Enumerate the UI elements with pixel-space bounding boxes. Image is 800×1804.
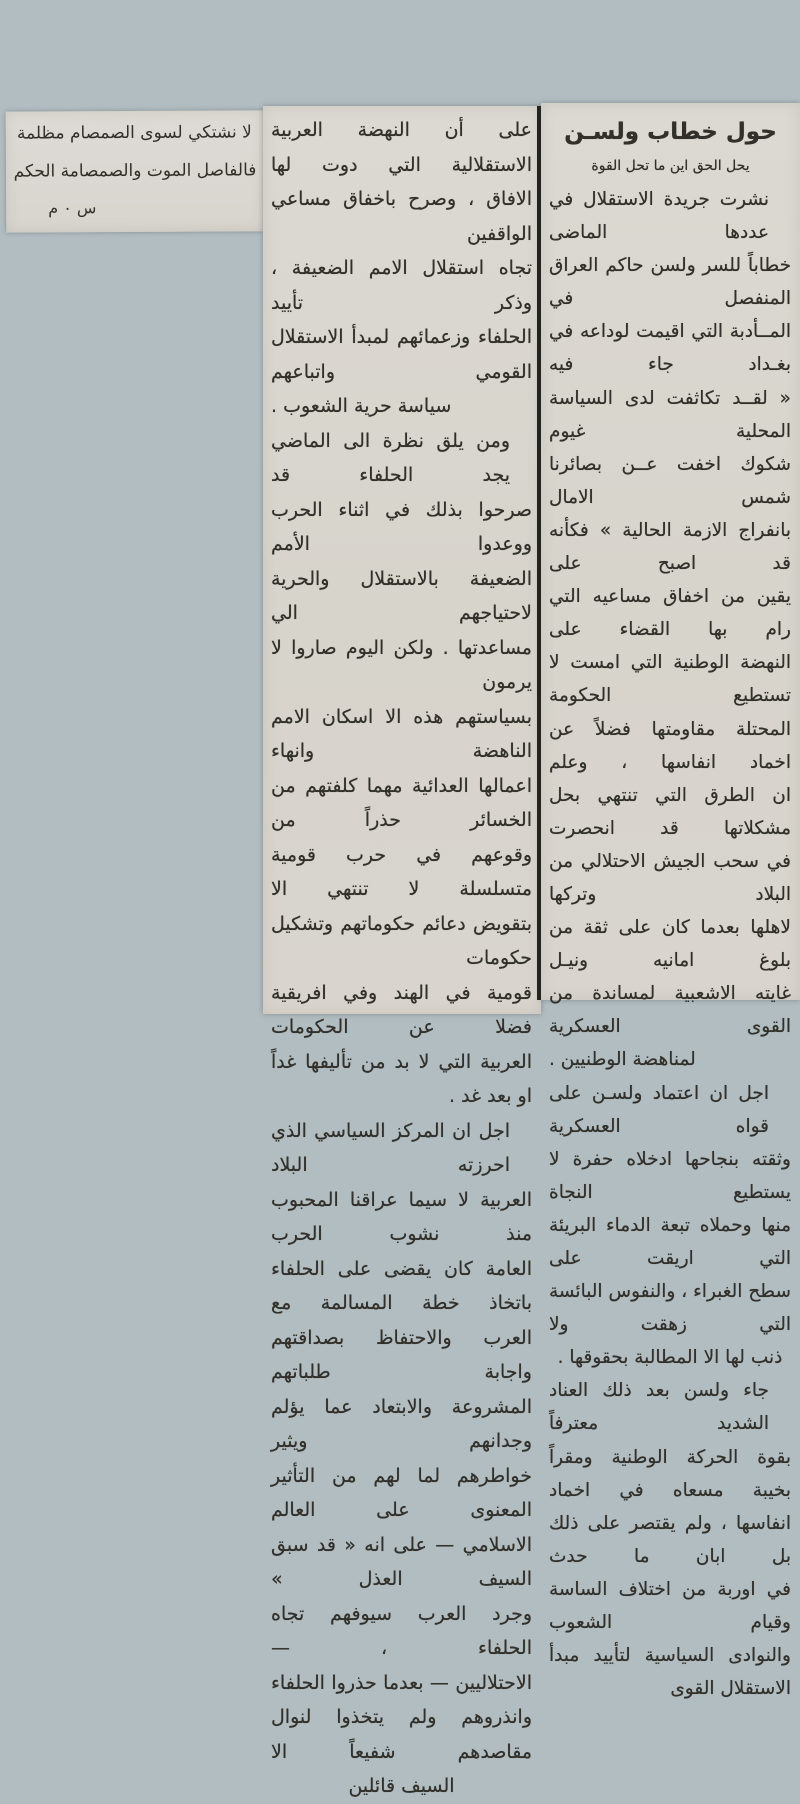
text-line: ذنب لها الا المطالبة بحقوقها . (557, 1347, 783, 1369)
text-line: اجل ان اعتماد ولسـن على قواه العسكرية (549, 1082, 769, 1137)
main-text-block (541, 174, 800, 1705)
text-line: اجل ان المركز السياسي الذي احرزته البلاد (271, 1119, 510, 1176)
text-line: جاء ولسن بعد ذلك العناد الشديد معترفاً (549, 1380, 769, 1435)
poem-verse-2: فالفاصل الموت والصمصامة الحكم (13, 160, 257, 182)
text-line: شكوك اخفت عــن بصائرنا شمس الامال (549, 453, 791, 508)
text-line: سياسة حرية الشعوب . (271, 395, 452, 417)
text-line: العربية التي لا بد من تأليفها غداً او بعد غد . (271, 1050, 532, 1107)
text-line: قومية في الهند وفي افريقية فضلا عن الحكومات (271, 981, 532, 1038)
text-line: بانفراج الازمة الحالية » فكأنه قد اصبح على (549, 519, 791, 575)
text-line: سطح الغبراء ، والنفوس البائسة التي زهقت ولا (549, 1281, 791, 1336)
text-line: وانذروهم ولم يتخذوا لنوال مقاصدهم شفيعاً الا (271, 1706, 532, 1763)
text-line: يقين من اخفاق مساعيه التي رام بها القضاء على (549, 586, 791, 641)
text-line: لاهلها بعدما كان على ثقة من بلوغ امانيه ونيـل (549, 917, 791, 972)
text-line: منها وحملاه تبعة الدماء البريئة التي اريقت على (549, 1214, 791, 1269)
text-line: في سحب الجيش الاحتلالي من البلاد وتركها (549, 850, 791, 905)
text-line: نشرت جريدة الاستقلال في عددها الماضى (549, 189, 769, 244)
text-line: تجاه استقلال الامم الضعيفة ، وذكر تأييد (271, 257, 532, 314)
text-line: الافاق ، وصرح باخفاق مساعي الواقفين (271, 188, 532, 245)
text-line: العرب والاحتفاظ بصداقتهم واجابة طلباتهم (271, 1326, 532, 1383)
text-line: في اوربة من اختلاف الساسة وقيام الشعوب (549, 1578, 791, 1634)
text-line: صرحوا بذلك في اثناء الحرب ووعدوا الأمم (271, 498, 532, 555)
text-line: والنوادى السياسية لتأييد مبدأ الاستقلال القوى (549, 1645, 791, 1700)
text-line: وقوعهم في حرب قومية متسلسلة لا تنتهي الا (271, 843, 532, 900)
text-line: المــأدبة التي اقيمت لوداعه في بغـداد جاء فيه (549, 321, 791, 376)
text-line: الضعيفة بالاستقلال والحرية لاحتياجهم الي (271, 567, 532, 624)
text-line: العامة كان يقضى على الحلفاء باتخاذ خطة المسالمة مع (271, 1257, 532, 1314)
text-line: بتقويض دعائم حكوماتهم وتشكيل حكومات (271, 912, 532, 969)
text-line: اعمالها العدائية مهما كلفتهم من الخسائر حذراً من (271, 774, 532, 831)
text-line: الحلفاء وزعمائهم لمبدأ الاستقلال القومي واتباعهم (271, 326, 532, 383)
text-line: المحتلة مقاومتها فضلاً عن اخماد انفاسها ، وعلم (549, 718, 791, 773)
text-line: « لقــد تكاثفت لدى السياسة المحلية غيوم (549, 387, 791, 442)
text-line: السيف قائلين (348, 1775, 455, 1797)
text-line: المشروعة والابتعاد عما يؤلم وجدانهم ويثير (271, 1395, 532, 1452)
text-line: الاحتلاليين — بعدما حذروا الحلفاء (271, 1671, 532, 1694)
poem-clipping (6, 110, 265, 232)
text-line: ان الطرق التي تنتهي بحل مشكلاتها قد انحصرت (549, 784, 791, 839)
continuation-text-block (263, 106, 541, 1804)
text-line: لمناهضة الوطنيين . (549, 1049, 696, 1071)
poem-verse-1: لا نشتكي لسوى الصمصام مظلمة (16, 122, 252, 144)
article-title: حول خطاب ولسـن (564, 119, 777, 145)
text-line: خواطرهم لما لهم من التأثير المعنوى على العالم (271, 1464, 532, 1521)
text-line: مساعدتها . ولكن اليوم صاروا لا يرمون (271, 636, 532, 693)
text-line: بسياستهم هذه الا اسكان الامم الناهضة وانهاء (271, 705, 532, 762)
text-line: خطاباً للسر ولسن حاكم العراق المنفصل في (549, 255, 791, 310)
article-column-continuation (263, 106, 541, 1797)
text-line: النهضة الوطنية التي امست لا تستطيع الحكومة (549, 652, 791, 707)
text-line: وجرد العرب سيوفهم تجاه الحلفاء ، — (271, 1602, 532, 1659)
text-line: انفاسها ، ولم يقتصر على ذلك بل ابان ما حدث (549, 1512, 791, 1567)
text-line: ومن يلق نظرة الى الماضي يجد الحلفاء قد (271, 429, 510, 486)
text-line: الاسلامي — على انه « قد سبق السيف العذل » (271, 1533, 532, 1590)
text-line: العربية لا سيما عراقنا المحبوب منذ نشوب الحرب (271, 1188, 532, 1245)
text-line: بقوة الحركة الوطنية ومقراً بخيبة مسعاه في اخماد (549, 1446, 791, 1501)
poem-signature: س ٠ م (48, 198, 97, 218)
text-line: وثقته بنجاحها ادخلاه حفرة لا يستطيع النجاة (549, 1148, 791, 1203)
text-line: غايته الاشعبية لمساندة من القوى العسكرية (549, 983, 791, 1038)
article-column-main (541, 103, 800, 1700)
text-line: على أن النهضة العربية الاستقلالية التي دوت لها (271, 119, 532, 176)
article-subtitle: يحل الحق اين ما تحل القوة (591, 158, 750, 174)
